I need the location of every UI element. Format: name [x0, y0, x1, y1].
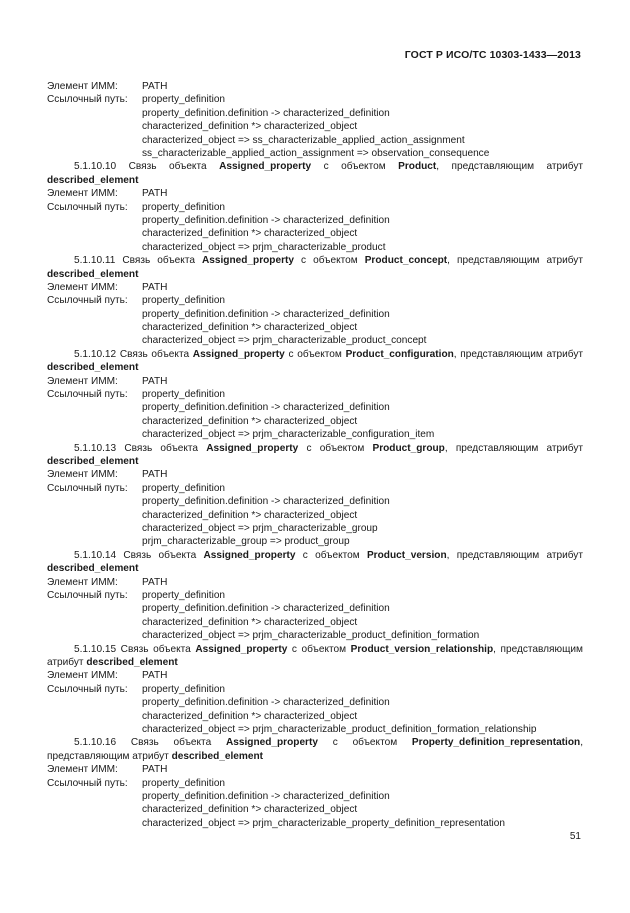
- section-number: 5.1.10.15: [74, 643, 117, 655]
- path-line: characterized_definition *> characterized_object: [142, 509, 358, 521]
- entity-name: Assigned_property: [201, 255, 294, 267]
- path-label: Ссылочный путь:: [47, 295, 128, 307]
- element-row: [47, 468, 583, 481]
- attribute-name: described_element: [86, 656, 178, 668]
- path-line: property_definition: [142, 389, 226, 401]
- element-row: [47, 375, 583, 388]
- caption-text: , представляющим атрибут: [447, 255, 583, 267]
- section-number: 5.1.10.14: [74, 549, 117, 561]
- element-row: [47, 763, 583, 776]
- caption-text: Связь объекта: [128, 161, 207, 173]
- caption-text: с объектом: [302, 549, 360, 561]
- section-caption: [47, 254, 583, 281]
- element-label: Элемент ИММ:: [47, 469, 118, 481]
- caption-text: с объектом: [301, 255, 358, 267]
- entity-name: Assigned_property: [225, 737, 318, 749]
- attribute-name: described_element: [47, 362, 139, 374]
- path-line: characterized_definition *> characterized_object: [142, 121, 358, 133]
- path-line: characterized_object => ss_characterizable_applied_action_assignment: [142, 134, 465, 146]
- element-label: Элемент ИММ:: [47, 281, 118, 293]
- entity-name: Product_version: [366, 549, 447, 561]
- element-label: Элемент ИММ:: [47, 670, 118, 682]
- caption-text: Связь объекта: [119, 348, 190, 360]
- path-row: [47, 201, 583, 214]
- path-label: Ссылочный путь:: [47, 683, 128, 695]
- caption-text: с объектом: [306, 442, 365, 454]
- entity-name: Assigned_property: [195, 643, 288, 655]
- section-number: 5.1.10.10: [74, 161, 117, 173]
- entity-name: Product_group: [372, 442, 445, 454]
- path-label: Ссылочный путь:: [47, 777, 128, 789]
- entity-name: Assigned_property: [219, 161, 312, 173]
- entity-name: Product_concept: [364, 255, 448, 267]
- path-line: characterized_object => prjm_characterizable_product: [142, 241, 386, 253]
- caption-text: Связь объекта: [122, 255, 195, 267]
- caption-text: с объектом: [291, 643, 347, 655]
- caption-text: с объектом: [288, 348, 342, 360]
- element-label: Элемент ИММ:: [47, 764, 118, 776]
- path-line: characterized_definition *> characterized_object: [142, 616, 358, 628]
- path-line: characterized_object => prjm_characterizable_product_definition_formation_relationship: [142, 723, 537, 735]
- caption-text: Связь объекта: [123, 549, 197, 561]
- section-caption: [47, 736, 583, 763]
- path-line: characterized_definition *> characterized_object: [142, 322, 358, 334]
- path-line: characterized_object => prjm_characterizable_property_definition_representation: [142, 817, 506, 829]
- caption-text: , представляющим атрибут: [47, 737, 583, 762]
- path-line: property_definition: [142, 94, 226, 106]
- entity-name: Product_configuration: [345, 348, 454, 360]
- path-line: characterized_definition *> characterized_object: [142, 228, 358, 240]
- element-value: PATH: [142, 281, 168, 293]
- page-header: ГОСТ Р ИСО/ТС 10303-1433—2013: [404, 49, 581, 61]
- path-line: property_definition.definition -> characterized_definition: [142, 496, 390, 508]
- path-row: [47, 93, 583, 106]
- path-line: property_definition: [142, 590, 226, 601]
- section-caption: [47, 442, 583, 469]
- entity-name: Assigned_property: [206, 442, 299, 454]
- attribute-name: described_element: [171, 750, 264, 762]
- path-line: characterized_object => prjm_characterizable_product_definition_formation: [142, 630, 480, 642]
- path-line: ss_characterizable_applied_action_assignment => observation_consequence: [142, 147, 490, 159]
- element-value: PATH: [142, 764, 168, 776]
- path-line: prjm_characterizable_group => product_group: [142, 536, 350, 548]
- caption-text: Связь объекта: [124, 442, 199, 454]
- path-row: [47, 482, 583, 495]
- section-number: 5.1.10.11: [74, 255, 116, 267]
- caption-text: , представляющим атрибут: [47, 643, 583, 668]
- section-number: 5.1.10.13: [74, 442, 117, 454]
- section-caption: [47, 643, 583, 670]
- path-label: Ссылочный путь:: [47, 590, 128, 601]
- caption-text: Связь объекта: [120, 643, 191, 655]
- path-line: property_definition: [142, 201, 226, 213]
- element-label: Элемент ИММ:: [47, 375, 118, 387]
- path-row: [47, 589, 583, 602]
- path-label: Ссылочный путь:: [47, 482, 128, 494]
- section-caption: [47, 348, 583, 375]
- attribute-name: described_element: [47, 456, 139, 468]
- element-row: [47, 669, 583, 682]
- element-row: [47, 281, 583, 294]
- attribute-name: described_element: [47, 563, 139, 575]
- entity-name: Product: [398, 161, 437, 173]
- path-line: property_definition: [142, 482, 226, 494]
- caption-text: , представляющим атрибут: [446, 549, 583, 561]
- attribute-name: described_element: [47, 268, 139, 280]
- section-caption: [47, 160, 583, 187]
- entity-name: Assigned_property: [192, 348, 285, 360]
- path-line: characterized_definition *> characterized_object: [142, 415, 358, 427]
- path-line: property_definition.definition -> characterized_definition: [142, 308, 390, 320]
- path-line: property_definition: [142, 295, 226, 307]
- path-row: [47, 294, 583, 307]
- section-number: 5.1.10.16: [74, 737, 117, 749]
- element-label: Элемент ИММ:: [47, 576, 118, 588]
- element-label: Элемент ИММ:: [47, 81, 118, 92]
- path-label: Ссылочный путь:: [47, 94, 128, 106]
- path-label: Ссылочный путь:: [47, 201, 128, 213]
- page-content: [47, 80, 583, 830]
- element-value: PATH: [142, 670, 168, 682]
- section-caption: [47, 549, 583, 576]
- path-label: Ссылочный путь:: [47, 389, 128, 401]
- path-line: property_definition: [142, 683, 226, 695]
- path-row: [47, 388, 583, 401]
- element-row: [47, 187, 583, 200]
- path-line: property_definition: [142, 777, 226, 789]
- caption-text: , представляющим атрибут: [444, 442, 583, 454]
- path-line: property_definition.definition -> characterized_definition: [142, 402, 390, 414]
- attribute-name: described_element: [47, 174, 139, 186]
- path-line: characterized_definition *> characterized_object: [142, 710, 358, 722]
- element-row: [47, 576, 583, 589]
- path-line: property_definition.definition -> characterized_definition: [142, 107, 390, 119]
- element-value: PATH: [142, 81, 168, 92]
- path-line: characterized_object => prjm_characterizable_product_concept: [142, 335, 427, 347]
- path-line: property_definition.definition -> characterized_definition: [142, 697, 390, 709]
- sections-container: [47, 160, 583, 830]
- path-row: [47, 777, 583, 790]
- path-row: [47, 683, 583, 696]
- page-number: 51: [569, 831, 581, 842]
- section-number: 5.1.10.12: [74, 348, 117, 360]
- caption-text: с объектом: [323, 161, 386, 173]
- entity-name: Product_version_relationship: [350, 643, 494, 655]
- caption-text: Связь объекта: [130, 737, 212, 749]
- entity-name: Assigned_property: [203, 549, 296, 561]
- path-line: characterized_object => prjm_characterizable_configuration_item: [142, 429, 435, 441]
- element-label: Элемент ИММ:: [47, 188, 118, 200]
- entity-name: Property_definition_representation: [411, 737, 581, 749]
- element-value: PATH: [142, 188, 168, 200]
- caption-text: , представляющим атрибут: [453, 348, 583, 360]
- element-value: PATH: [142, 469, 168, 481]
- path-line: property_definition.definition -> characterized_definition: [142, 214, 390, 226]
- caption-text: с объектом: [332, 737, 398, 749]
- path-line: property_definition.definition -> characterized_definition: [142, 790, 390, 802]
- caption-text: , представляющим атрибут: [436, 161, 583, 173]
- path-line: property_definition.definition -> characterized_definition: [142, 603, 390, 615]
- element-value: PATH: [142, 576, 168, 588]
- path-line: characterized_definition *> characterized_object: [142, 804, 358, 816]
- element-row: [47, 80, 583, 93]
- element-value: PATH: [142, 375, 168, 387]
- path-line: characterized_object => prjm_characterizable_group: [142, 523, 378, 535]
